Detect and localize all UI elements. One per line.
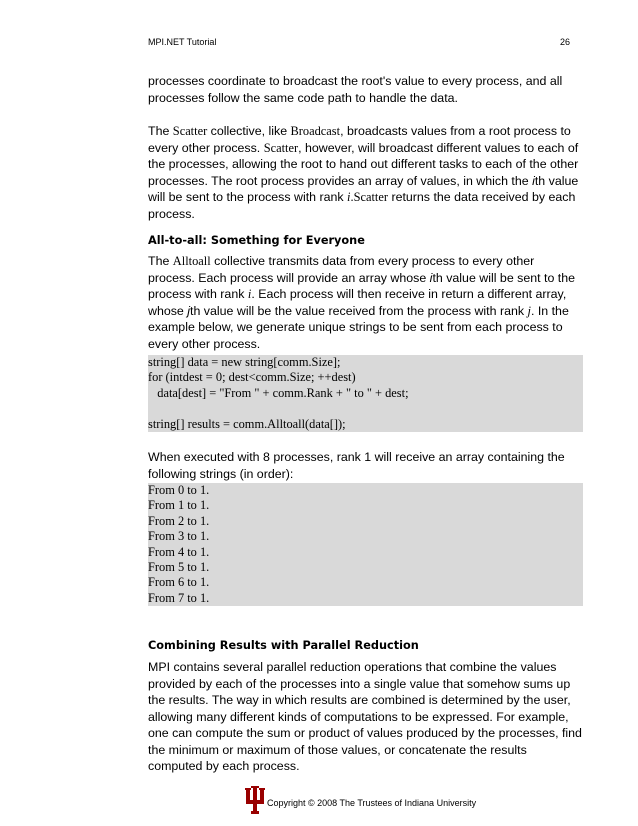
inline-code-scatter: Scatter bbox=[172, 124, 208, 138]
code-line: string[] results = comm.Alltoall(data[]); bbox=[148, 416, 346, 431]
code-line bbox=[148, 401, 583, 416]
paragraph-scatter: The Scatter collective, like Broadcast, broadcasts values from a root process to every other process. Scatter, however, will broadcast different values to each of the processes, allowing the root to hand out different tasks to each of the other processes. The root process provides an array of values, in which the ith value will be sent to the process with rank i.Scatter returns the data received by each process. bbox=[148, 124, 579, 221]
page-number: 26 bbox=[560, 37, 571, 47]
italic-variable-j: j bbox=[527, 303, 531, 318]
output-line: From 6 to 1. bbox=[148, 575, 210, 590]
output-line: From 3 to 1. bbox=[148, 529, 210, 544]
indiana-university-trident-icon bbox=[245, 786, 265, 814]
running-header-title: MPI.NET Tutorial bbox=[148, 37, 217, 47]
output-line: From 1 to 1. bbox=[148, 498, 210, 513]
inline-code-alltoall: Alltoall bbox=[172, 254, 211, 268]
output-line: From 0 to 1. bbox=[148, 483, 210, 498]
italic-variable-i: i bbox=[532, 173, 535, 188]
output-line: From 7 to 1. bbox=[148, 590, 210, 605]
paragraph-alltoall: The Alltoall collective transmits data from every process to every other process. Each process will provide an array whose ith value will be sent to the process with rank i. Each process will then receive in return a different array, whose jth value will be the value received from the process with rank j. In the example below, we generate unique strings to be sent from each process to every other process. bbox=[148, 254, 576, 351]
italic-variable-i: i bbox=[429, 270, 433, 285]
code-line: string[] data = new string[comm.Size]; bbox=[148, 355, 341, 369]
code-block-alltoall bbox=[148, 355, 583, 432]
italic-variable-j: j bbox=[187, 303, 191, 318]
section-heading-all-to-all: All-to-all: Something for Everyone bbox=[148, 234, 365, 247]
italic-variable-i: i bbox=[347, 190, 351, 204]
inline-code-broadcast: Broadcast bbox=[290, 124, 341, 138]
page-footer bbox=[245, 786, 476, 814]
paragraph-rank-output: When executed with 8 processes, rank 1 will receive an array containing the following strings (in order): bbox=[148, 450, 565, 481]
code-line: data[dest] = "From " + comm.Rank + " to " + dest; bbox=[148, 385, 409, 400]
code-line: for (intdest = 0; dest<comm.Size; ++dest) bbox=[148, 370, 356, 385]
copyright-notice: Copyright © 2008 The Trustees of Indiana University bbox=[267, 798, 477, 808]
inline-code-scatter: Scatter bbox=[353, 190, 388, 204]
output-line: From 2 to 1. bbox=[148, 513, 210, 528]
output-block-strings bbox=[148, 483, 583, 606]
paragraph-reduction: MPI contains several parallel reduction operations that combine the values provided by each of the processes into a single value that somehow sums up the results. The way in which results are combined is determined by the user, allowing many different kinds of computations to be expressed. For example, one can compute the sum or product of values produced by the processes, find the minimum or maximum of those values, or concatenate the results computed by each process. bbox=[148, 660, 582, 774]
italic-variable-i: i bbox=[247, 287, 252, 301]
inline-code-scatter: Scatter bbox=[263, 140, 299, 155]
section-heading-parallel-reduction: Combining Results with Parallel Reduction bbox=[148, 639, 419, 653]
page-body bbox=[148, 73, 583, 775]
paragraph-broadcast-continued: processes coordinate to broadcast the root's value to every process, and all processes follow the same code path to handle the data. bbox=[148, 74, 563, 105]
output-line: From 5 to 1. bbox=[148, 560, 210, 575]
output-line: From 4 to 1. bbox=[148, 544, 210, 559]
